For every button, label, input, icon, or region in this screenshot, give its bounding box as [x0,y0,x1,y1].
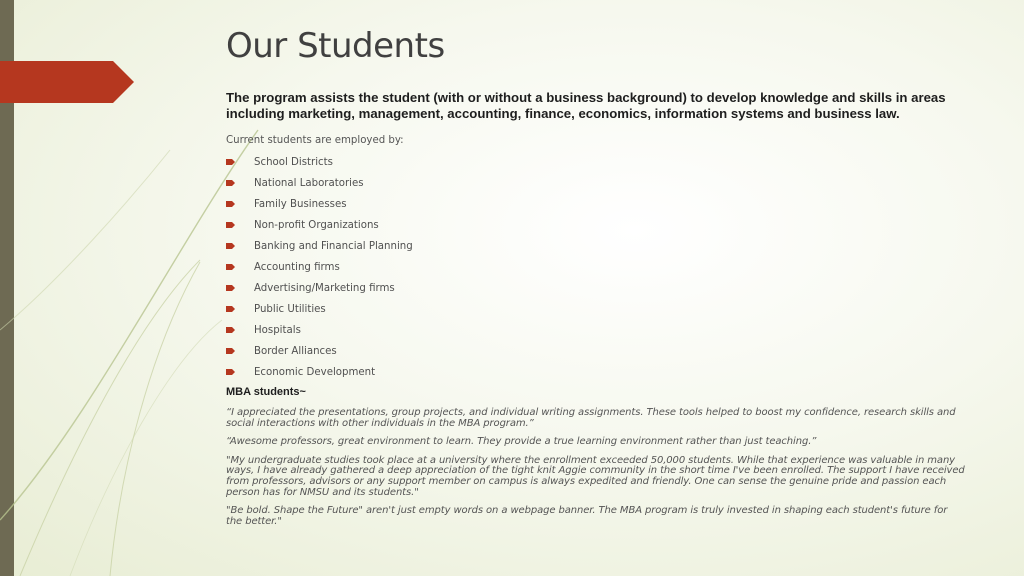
mba-students-heading: MBA students~ [226,386,306,398]
list-item-label: Advertising/Marketing firms [254,283,395,294]
list-item [226,196,966,217]
employer-list [226,154,966,385]
arrow-bullet-icon [226,306,235,312]
student-quote: “Awesome professors, great environment to learn. They provide a true learning environment rather than just teaching.” [226,436,817,448]
list-item-label: Hospitals [254,325,301,336]
list-item-label: Economic Development [254,367,376,378]
arrow-bullet-icon [226,285,235,291]
arrow-bullet-icon [226,264,235,270]
list-item [226,343,966,364]
arrow-bullet-icon [226,369,235,375]
arrow-bullet-icon [226,201,235,207]
list-item-label: Non-profit Organizations [254,220,379,231]
list-item-label: School Districts [254,157,333,168]
list-item [226,322,966,343]
list-item [226,238,966,259]
arrow-bullet-icon [226,348,235,354]
list-item-label: Accounting firms [254,262,340,273]
list-item-label: National Laboratories [254,178,364,189]
student-quote: “I appreciated the presentations, group projects, and individual writing assignments. These tools helped to boost my confidence, research skills and social interactions with other individuals in the MBA program.” [226,407,956,429]
title-accent-arrow [0,61,134,103]
list-item [226,364,966,385]
list-item [226,301,966,322]
arrow-bullet-icon [226,222,235,228]
list-item-label: Public Utilities [254,304,326,315]
arrow-bullet-icon [226,243,235,249]
list-item [226,259,966,280]
program-intro: The program assists the student (with or without a business background) to develop knowledge and skills in areas including marketing, management, accounting, finance, economics, information systems and business law. [226,90,946,121]
slide-content [226,90,966,527]
list-item-label: Family Businesses [254,199,347,210]
list-item [226,175,966,196]
page-title: Our Students [226,26,445,66]
list-item [226,154,966,175]
list-item-label: Banking and Financial Planning [254,241,413,252]
employed-label: Current students are employed by: [226,135,404,146]
student-quote: "My undergraduate studies took place at a university where the enrollment exceeded 50,000 students. While that experience was valuable in many ways, I have already gathered a deep appreciation of the tight knit Aggie community in the short time I've been enrolled. The support I have received from professors, advisors or any support member on campus is always expedited and friendly. One can sense the genuine pride and passion each person has for NMSU and its students." [226,454,965,498]
list-item-label: Border Alliances [254,346,337,357]
arrow-bullet-icon [226,327,235,333]
list-item [226,217,966,238]
student-quote: "Be bold. Shape the Future" aren't just empty words on a webpage banner. The MBA program is truly invested in shaping each student's future for the better." [226,505,948,527]
arrow-bullet-icon [226,159,235,165]
arrow-bullet-icon [226,180,235,186]
list-item [226,280,966,301]
